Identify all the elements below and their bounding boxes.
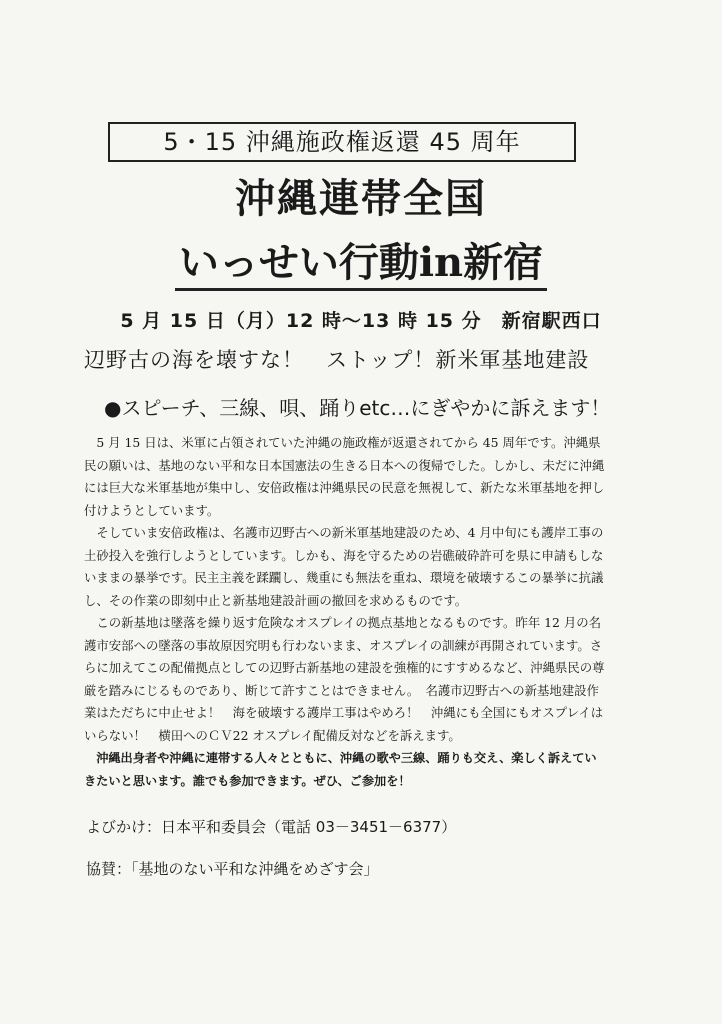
- sponsor-line: 協賛：「基地のない平和な沖縄をめざす会」: [86, 860, 379, 878]
- body-paragraph: そしていま安倍政権は、名護市辺野古への新米軍基地建設のため、4 月中旬にも護岸工事の土砂投入を強行しようとしています。しかも、海を守るための岩礁破砕許可を県に申請もしないままの暴挙です。民主主義を蹂躙し、幾重にも無法を重ね、環境を破壊するこの暴挙に抗議し、その作業の即刻中止と新基地建設計画の撤回を求めるものです。: [84, 525, 604, 608]
- body-paragraph: 5 月 15 日は、米軍に占領されていた沖縄の施政権が返還されてから 45 周年です。沖縄県民の願いは、基地のない平和な日本国憲法の生きる日本への復帰でした。しかし、未だに沖縄には巨大な米軍基地が集中し、安倍政権は沖縄県民の民意を無視して、新たな米軍基地を押し付けようとしています。: [84, 435, 605, 518]
- anniversary-boxed-title: 5・15 沖縄施政権返還 45 周年: [108, 122, 576, 162]
- main-title-line1: 沖縄連帯全国: [235, 175, 487, 222]
- organizer-line: よびかけ：日本平和委員会（電話 03－3451－6377）: [86, 818, 457, 836]
- main-title-line2: [0, 238, 722, 288]
- closing-paragraph: 沖縄出身者や沖縄に連帯する人々とともに、沖縄の歌や三線、踊りも交え、楽しく訴えていきたいと思います。誰でも参加できます。ぜひ、ご参加を！: [84, 751, 597, 788]
- event-date-location: 5 月 15 日（月）12 時～13 時 15 分 新宿駅西口: [120, 310, 602, 332]
- main-title-line2-text: いっせい行動in新宿: [175, 239, 547, 291]
- program-bullet: ●スピーチ、三線、唄、踊りetc…にぎやかに訴えます！: [104, 396, 611, 420]
- body-paragraph: この新基地は墜落を繰り返す危険なオスプレイの拠点基地となるものです。昨年 12 月の名護市安部への墜落の事故原因究明も行わないまま、オスプレイの訓練が再開されています。さらに加えてこの配備拠点としての辺野古新基地の建設を強権的にすすめるなど、沖縄県民の尊厳を踏みにじるものであり、断じて許すことはできません。 名護市辺野古への新基地建設作業はただちに中止せよ！ 海を破壊する護岸工事はやめろ！ 沖縄にも全国にもオスプレイはいらない！ 横田へのＣＶ22 オスプレイ配備反対などを訴えます。: [84, 615, 605, 743]
- slogan: 辺野古の海を壊すな！ ストップ！新米軍基地建設: [84, 348, 590, 372]
- body-text: [84, 432, 608, 792]
